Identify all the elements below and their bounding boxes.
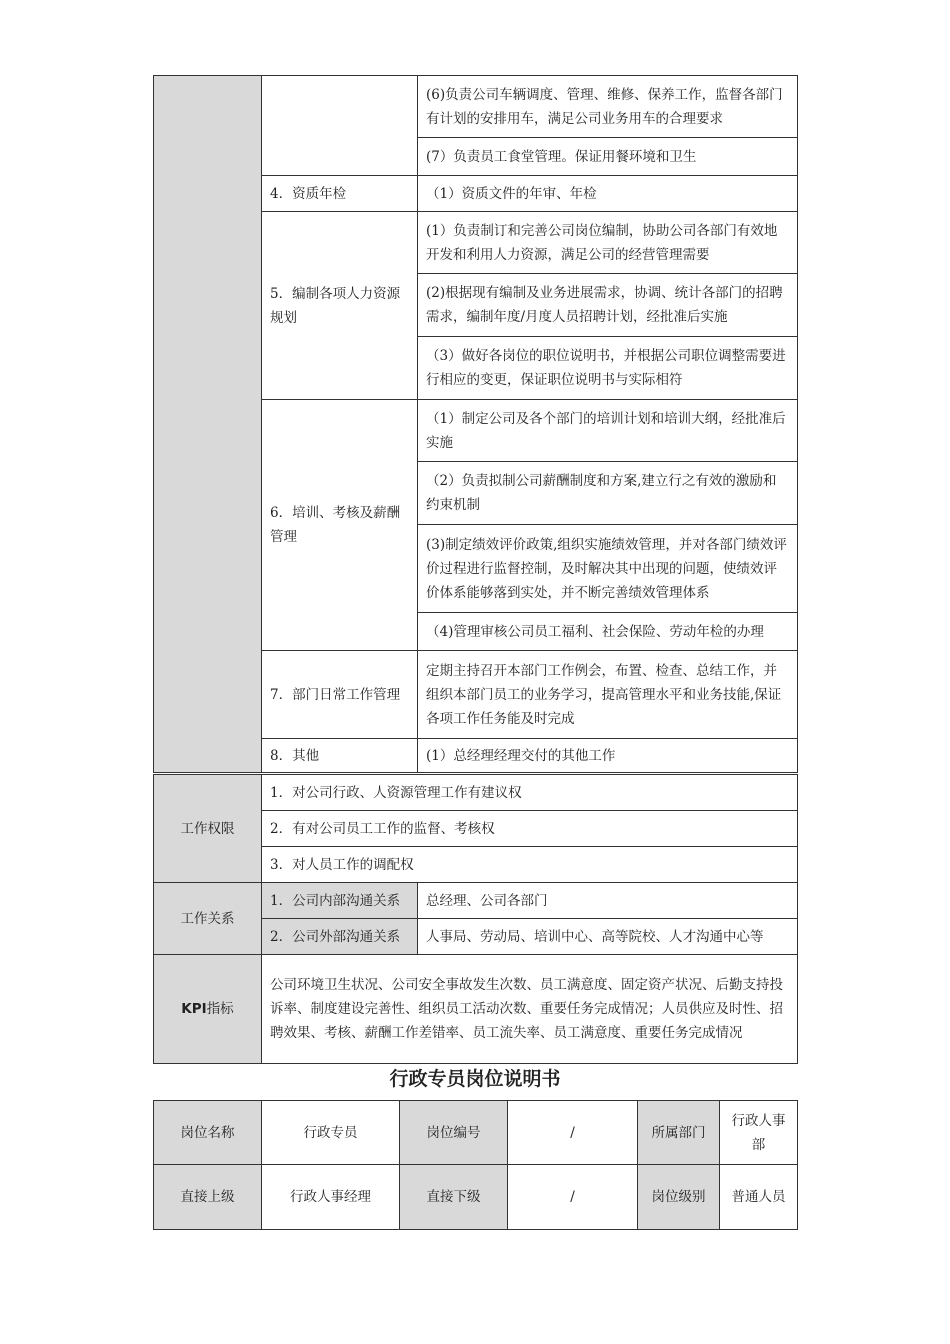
task-label: 5．编制各项人力资源规划: [262, 212, 418, 400]
field-value-department: 行政人事部: [720, 1101, 798, 1165]
relation-value: 总经理、公司各部门: [418, 883, 798, 919]
duty-item: (2)根据现有编制及业务进展需求，协调、统计各部门的招聘需求，编制年度/月度人员招聘计划，经批准后实施: [418, 274, 798, 337]
category-cell-blank: [154, 76, 262, 773]
duty-item: (3)制定绩效评价政策,组织实施绩效管理，并对各部门绩效评价过程进行监督控制，及时解决其中出现的问题，使绩效评价体系能够落到实处，并不断完善绩效管理体系: [418, 525, 798, 613]
job-description-table: [153, 75, 798, 773]
field-value-subordinate: /: [508, 1165, 638, 1230]
duty-item: （1）制定公司及各个部门的培训计划和培训大纲，经批准后实施: [418, 400, 798, 462]
authority-relations-table: [153, 774, 798, 1064]
relations-label: 工作关系: [154, 883, 262, 955]
document-title: 行政专员岗位说明书: [389, 1068, 561, 1090]
task-label: 8．其他: [262, 739, 418, 773]
duty-item: (1）总经理经理交付的其他工作: [418, 739, 798, 773]
duty-item: （4)管理审核公司员工福利、社会保险、劳动年检的办理: [418, 613, 798, 651]
authority-item: 1．对公司行政、人资源管理工作有建议权: [262, 775, 798, 811]
duty-item: (7）负责员工食堂管理。保证用餐环境和卫生: [418, 138, 798, 176]
field-label-department: 所属部门: [638, 1101, 720, 1165]
authority-item: 2．有对公司员工工作的监督、考核权: [262, 811, 798, 847]
field-value-position-name: 行政专员: [262, 1101, 400, 1165]
duty-item: (6)负责公司车辆调度、管理、维修、保养工作，监督各部门有计划的安排用车，满足公司业务用车的合理要求: [418, 76, 798, 138]
field-label-position-code: 岗位编号: [400, 1101, 508, 1165]
task-label: 6．培训、考核及薪酬管理: [262, 400, 418, 651]
field-value-level: 普通人员: [720, 1165, 798, 1230]
duty-item: 定期主持召开本部门工作例会，布置、检查、总结工作，并组织本部门员工的业务学习，提高管理水平和业务技能,保证各项工作任务能及时完成: [418, 651, 798, 739]
relation-value: 人事局、劳动局、培训中心、高等院校、人才沟通中心等: [418, 919, 798, 955]
task-label: 7．部门日常工作管理: [262, 651, 418, 739]
relation-type: 1．公司内部沟通关系: [262, 883, 418, 919]
authority-item: 3．对人员工作的调配权: [262, 847, 798, 883]
relation-type: 2．公司外部沟通关系: [262, 919, 418, 955]
duty-item: （3）做好各岗位的职位说明书，并根据公司职位调整需要进行相应的变更，保证职位说明书与实际相符: [418, 337, 798, 400]
duty-item: （1）资质文件的年审、年检: [418, 176, 798, 212]
task-label: 4．资质年检: [262, 176, 418, 212]
field-label-position-name: 岗位名称: [154, 1101, 262, 1165]
duty-item: (1）负责制订和完善公司岗位编制，协助公司各部门有效地开发和利用人力资源，满足公司的经营管理需要: [418, 212, 798, 274]
field-label-supervisor: 直接上级: [154, 1165, 262, 1230]
kpi-label: [154, 955, 262, 1064]
job-info-table: [153, 1100, 798, 1230]
field-label-subordinate: 直接下级: [400, 1165, 508, 1230]
duty-item: （2）负责拟制公司薪酬制度和方案,建立行之有效的激励和约束机制: [418, 462, 798, 525]
authority-label: 工作权限: [154, 775, 262, 883]
field-label-level: 岗位级别: [638, 1165, 720, 1230]
kpi-label-cn: 指标: [206, 1001, 234, 1017]
task-cell-continued: [262, 76, 418, 176]
kpi-label-latin: KPI: [181, 1001, 207, 1017]
kpi-text: 公司环境卫生状况、公司安全事故发生次数、员工满意度、固定资产状况、后勤支持投诉率、制度建设完善性、组织员工活动次数、重要任务完成情况；人员供应及时性、招聘效果、考核、薪酬工作差错率、员工流失率、员工满意度、重要任务完成情况: [262, 955, 798, 1064]
field-value-supervisor: 行政人事经理: [262, 1165, 400, 1230]
field-value-position-code: /: [508, 1101, 638, 1165]
